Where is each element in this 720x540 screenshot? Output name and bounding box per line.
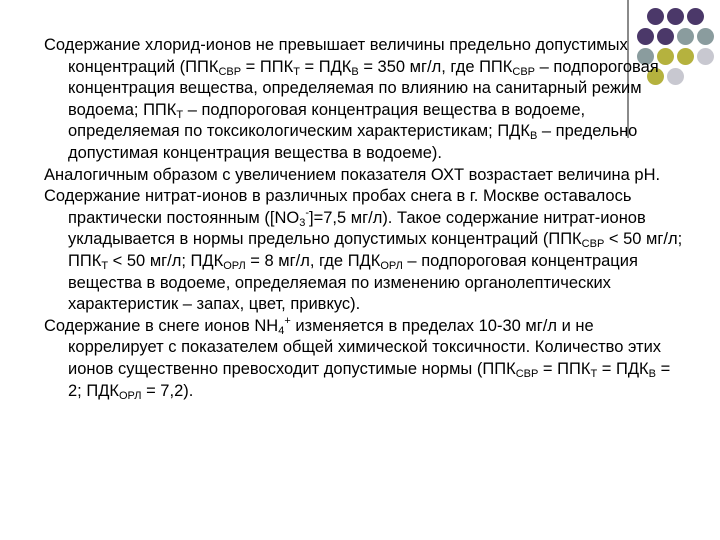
slide-body [44,35,684,402]
text-run: = 8 мг/л, где ПДК [245,251,381,270]
text-run: изменяется в пределах 10-30 мг/л и не коррелирует с показателем общей химической токсичности. Количество этих ионов существенно превосходит допустимые нормы (ППК [68,316,662,378]
superscript: + [284,314,291,327]
paragraph-chloride [44,35,684,165]
subscript: 4 [278,324,285,337]
text-run: = ПДК [597,359,649,378]
subscript: СВР [512,65,536,78]
subscript: В [648,367,656,380]
text-run: = 350 мг/л, где ППК [358,57,513,76]
deco-dot [667,8,684,25]
text-run: < 50 мг/л; ППК [68,230,683,270]
text-run: = ППК [241,57,294,76]
paragraph-nitrate [44,186,684,316]
subscript: 3 [299,216,306,229]
subscript: В [351,65,359,78]
subscript: Т [176,108,184,121]
deco-dot [697,28,714,45]
text-run: Содержание нитрат-ионов в различных пробах снега в г. Москве оставалось практически постоянным ([NO [44,187,632,227]
subscript: СВР [515,367,539,380]
text-run: < 50 мг/л; ПДК [108,251,224,270]
subscript: Т [101,259,109,272]
subscript: ОРЛ [223,259,246,272]
subscript: Т [293,65,300,78]
subscript: СВР [218,65,242,78]
deco-dot [687,8,704,25]
deco-dot [647,8,664,25]
text-run: – предельно допустимая концентрация вещества в водоеме). [68,122,638,162]
paragraph-ammonium [44,316,684,402]
text-run: = ПДК [299,57,352,76]
subscript: СВР [581,238,605,251]
superscript: - [305,206,309,219]
text-run: = 2; ПДК [68,359,671,400]
text-run: Содержание в снеге ионов NH [44,316,279,335]
text-run: – подпороговая концентрация вещества в водоеме, определяемая по токсикологическим характеристикам; ПДК [68,100,586,141]
text-run: ]=7,5 мг/л). Такое содержание нитрат-ионов укладывается в нормы предельно допустимых концентраций (ППК [68,208,646,249]
deco-dot [697,48,714,65]
subscript: ОРЛ [119,389,142,402]
text-run: – подпороговая концентрация вещества в водоеме, определяемая по изменению органолептических характеристик – запах, цвет, привкус). [68,251,638,314]
text-run: Аналогичным образом с увеличением показателя ОХТ возрастает величина pH. [44,165,661,184]
subscript: В [529,130,538,143]
text-run: = 7,2). [141,381,194,400]
text-run: = ППК [538,359,591,378]
text-run: – подпороговая концентрация вещества, определяемая по влиянию на санитарный режим водоема; ППК [68,57,659,119]
text-run: Содержание хлорид-ионов не превышает величины предельно допустимых концентраций (ППК [44,36,628,76]
subscript: Т [590,367,598,380]
subscript: ОРЛ [380,259,403,272]
paragraph-ph [44,165,684,187]
